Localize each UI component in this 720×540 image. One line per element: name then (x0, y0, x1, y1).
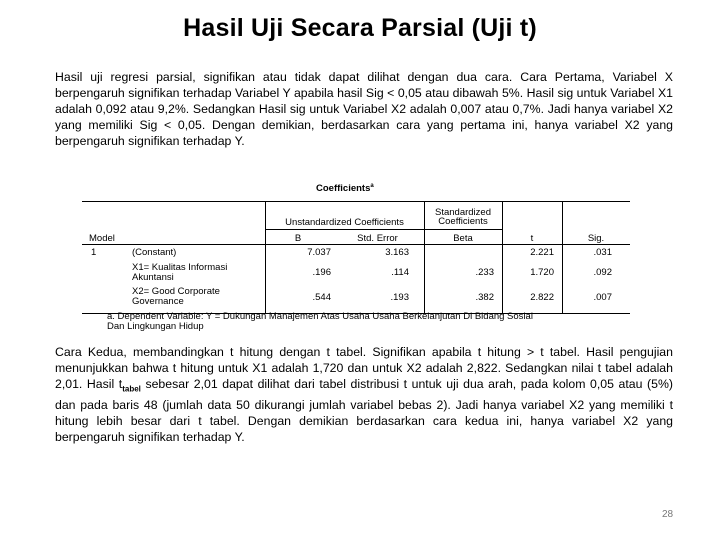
row-x2-beta: .382 (475, 292, 494, 303)
table-header-line (265, 229, 502, 230)
row-x1-label-line1: X1= Kualitas Informasi (132, 262, 228, 273)
row-x1-sig: .092 (593, 267, 612, 278)
paragraph2-text-part1: Cara Kedua, membandingkan t hitung dengan t tabel. Signifikan apabila t hitung > t tabel. Hasil pengujian menunjukkan bahwa t hitung untuk X1 adalah 1,720 dan untuk X2 adalah 2,822. Sedangkan nilai t tabel adalah 2,01. Hasil t (55, 345, 673, 391)
table-title-text: Coefficients (316, 183, 371, 195)
row-x1-b: .196 (312, 267, 331, 278)
row-x2-std-error: .193 (390, 292, 409, 303)
row-x1-t: 1.720 (530, 267, 554, 278)
header-sig: Sig. (587, 233, 605, 244)
row-x2-b: .544 (312, 292, 331, 303)
row-x2-sig: .007 (593, 292, 612, 303)
header-beta: Beta (453, 233, 473, 244)
paragraph-second-method (55, 344, 673, 445)
row-constant-label: (Constant) (132, 247, 177, 258)
row-constant-t: 2.221 (530, 247, 554, 258)
table-footnote-line2: Dan Lingkungan Hidup (107, 321, 204, 332)
header-unstandardized: Unstandardized Coefficients (285, 217, 404, 228)
row-x2-label-line2: Governance (132, 296, 184, 307)
table-header-line (82, 244, 630, 245)
row-constant-sig: .031 (593, 247, 612, 258)
coefficients-table (82, 201, 630, 314)
paragraph2-text-part2: sebesar 2,01 dapat dilihat dari tabel distribusi t untuk uji dua arah, pada kolom 0,05 atau (5%) dan pada baris 48 (jumlah data 50 dikurangi jumlah variabel bebas 2). Jadi hanya variabel X2 yang memiliki t hitung lebih besar dari t tabel. Dengan demikian berdasarkan cara kedua ini, hanya variabel X2 yang berpengaruh signifikan terhadap Y. (55, 377, 673, 445)
model-number: 1 (91, 247, 97, 258)
row-x2-label-line1: X2= Good Corporate (132, 286, 220, 297)
row-constant-b: 7.037 (307, 247, 331, 258)
header-b: B (294, 233, 302, 244)
table-footnote-line1: a. Dependent Variable: Y = Dukungan Manajemen Atas Usaha Usaha Berkelanjutan Di Bidang Sosial (107, 311, 533, 322)
table-footnote (107, 312, 607, 332)
header-model: Model (89, 233, 115, 244)
table-title (316, 183, 374, 194)
table-title-superscript: a (370, 183, 374, 189)
paragraph2-subscript: tabel (122, 384, 141, 394)
header-standardized-line1: Standardized (435, 207, 491, 218)
row-x2-t: 2.822 (530, 292, 554, 303)
page-number: 28 (662, 509, 674, 520)
header-standardized-line2: Coefficients (438, 216, 488, 227)
header-std-error: Std. Error (357, 233, 398, 244)
row-x1-beta: .233 (475, 267, 494, 278)
slide-title: Hasil Uji Secara Parsial (Uji t) (183, 14, 537, 42)
row-x1-std-error: .114 (391, 267, 409, 278)
paragraph-first-method: Hasil uji regresi parsial, signifikan atau tidak dapat dilihat dengan dua cara. Cara Pertama, Variabel X berpengaruh signifikan terhadap Variabel Y apabila hasil Sig < 0,05 atau dibawah 5%. Hasil sig untuk Variabel X1 adalah 0,092 atau 9,2%. Sedangkan Hasil sig untuk Variabel X2 adalah 0,007 atau 0,7%. Jadi hanya variabel X2 yang memiliki Sig < 0,05. Dengan demikian, berdasarkan cara yang pertama ini, hanya variabel X2 yang berpengaruh signifikan terhadap Y. (55, 70, 673, 148)
row-x1-label-line2: Akuntansi (132, 272, 174, 283)
row-constant-std-error: 3.163 (385, 247, 409, 258)
header-t: t (530, 233, 534, 244)
